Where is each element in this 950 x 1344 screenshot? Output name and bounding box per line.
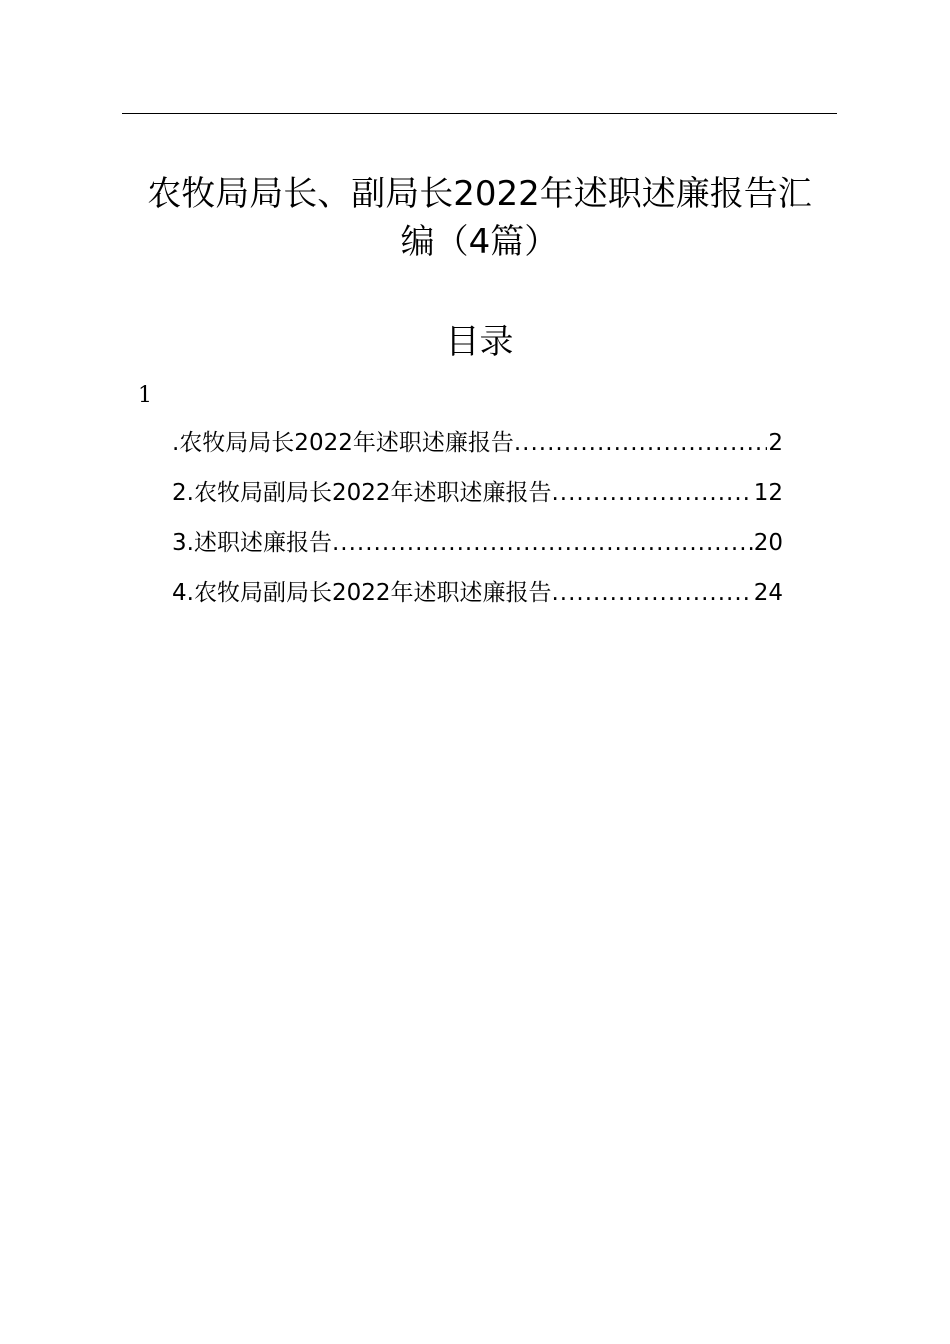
- toc-dot-leader: [332, 523, 753, 563]
- toc-entry-3[interactable]: [172, 523, 783, 573]
- toc-entry-4[interactable]: [172, 573, 783, 623]
- toc-page-number: 2: [768, 430, 783, 456]
- toc-dot-leader: [514, 423, 768, 463]
- toc-entry-text: .农牧局局长2022年述职述廉报告: [172, 430, 514, 456]
- toc-dot-leader: [551, 473, 752, 513]
- toc-entry-text: 2.农牧局副局长2022年述职述廉报告: [172, 480, 552, 506]
- toc-heading: 目录: [445, 322, 514, 362]
- stray-list-number: 1: [138, 383, 152, 408]
- toc-entry-text: 3.述职述廉报告: [172, 530, 332, 556]
- toc-entry-2[interactable]: [172, 473, 783, 523]
- toc-dot-leader: [551, 573, 752, 613]
- toc-page-number: 20: [753, 530, 783, 556]
- toc-entry-1[interactable]: [172, 423, 783, 473]
- toc-page-number: 24: [753, 580, 783, 606]
- toc-entry-text: 4.农牧局副局长2022年述职述廉报告: [172, 580, 552, 606]
- document-title-line-2: 编（4篇）: [400, 222, 559, 262]
- document-title: [122, 170, 837, 266]
- toc-page-number: 12: [753, 480, 783, 506]
- header-rule: [122, 113, 837, 114]
- table-of-contents: [172, 423, 783, 623]
- document-title-line-1: 农牧局局长、副局长2022年述职述廉报告汇: [147, 174, 812, 214]
